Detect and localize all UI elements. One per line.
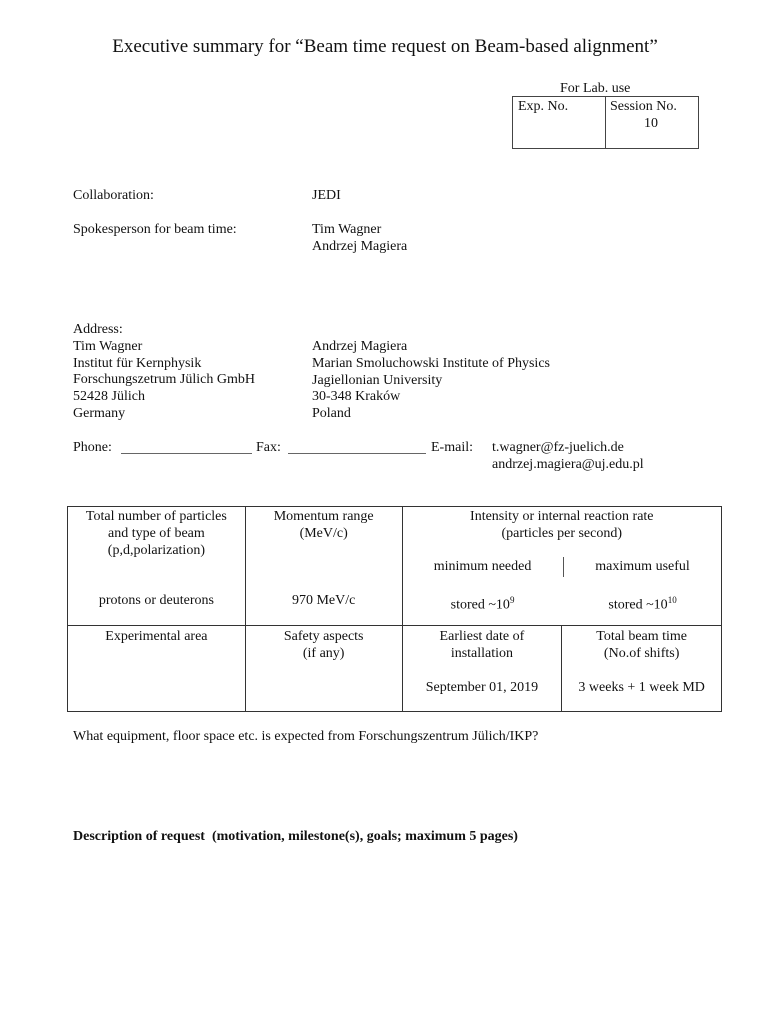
address-line: Tim Wagner <box>73 338 143 354</box>
area-cell <box>68 626 246 712</box>
phone-field[interactable] <box>121 441 252 454</box>
intensity-cell <box>402 507 721 626</box>
momentum-header-line: (MeV/c) <box>299 526 348 541</box>
table-row <box>68 507 722 626</box>
address-line: Poland <box>312 406 351 422</box>
particles-header-line: Total number of particles <box>85 509 227 524</box>
momentum-value: 970 MeV/c <box>291 593 356 608</box>
address-line: 52428 Jülich <box>73 389 145 405</box>
safety-cell <box>245 626 402 712</box>
spokesperson-names <box>312 222 407 256</box>
address-line: Jagiellonian University <box>312 372 443 388</box>
beam-request-table <box>67 506 722 712</box>
address-left <box>73 322 255 423</box>
particles-header-line: (p,d,polarization) <box>107 543 205 558</box>
particles-value: protons or deuterons <box>98 593 214 608</box>
spokesperson-label: Spokesperson for beam time: <box>73 222 237 237</box>
equipment-question: What equipment, floor space etc. is expected from Forschungszentrum Jülich/IKP? <box>73 729 539 744</box>
max-useful-value <box>563 592 723 614</box>
momentum-header-line: Momentum range <box>273 509 374 524</box>
min-needed-value <box>403 592 563 614</box>
document-title: Executive summary for “Beam time request on Beam-based alignment” <box>112 36 658 57</box>
earliest-cell <box>402 626 562 712</box>
address-line: Andrzej Magiera <box>312 339 408 354</box>
address-line: 30-348 Kraków <box>312 389 401 405</box>
address-line: Germany <box>73 405 126 421</box>
intensity-header-line: (particles per second) <box>501 526 623 541</box>
max-useful-base: stored ~10 <box>608 597 668 613</box>
earliest-value: September 01, 2019 <box>425 680 539 695</box>
exp-no-label: Exp. No. <box>518 99 569 114</box>
total-cell <box>562 626 722 712</box>
intensity-header-line: Intensity or internal reaction rate <box>470 509 654 524</box>
address-right <box>312 339 550 423</box>
min-needed-base: stored ~10 <box>450 597 510 613</box>
spokesperson-name: Andrzej Magiera <box>312 238 408 254</box>
fax-field[interactable] <box>288 441 426 454</box>
collaboration-value: JEDI <box>312 188 341 203</box>
lab-use-box <box>512 96 699 149</box>
lab-use-caption: For Lab. use <box>560 81 631 96</box>
area-label: Experimental area <box>105 629 208 644</box>
address-line: Forschungszetrum Jülich GmbH <box>73 372 255 388</box>
total-header-line: Total beam time <box>596 629 688 644</box>
phone-label: Phone: <box>73 440 112 455</box>
earliest-header-line: Earliest date of <box>439 629 525 644</box>
momentum-cell <box>245 507 402 626</box>
email-list <box>492 440 644 474</box>
session-no-value: 10 <box>644 116 658 131</box>
table-row <box>68 626 722 712</box>
particles-header-line: and type of beam <box>107 526 205 541</box>
email-address: t.wagner@fz-juelich.de <box>492 440 624 455</box>
particles-cell <box>68 507 246 626</box>
description-heading: Description of request (motivation, milestone(s), goals; maximum 5 pages) <box>73 829 518 844</box>
spokesperson-name: Tim Wagner <box>312 222 382 237</box>
earliest-header-line: installation <box>450 646 514 661</box>
email-address: andrzej.magiera@uj.edu.pl <box>492 456 644 472</box>
address-label: Address: <box>73 322 123 337</box>
session-no-label: Session No. <box>610 99 677 114</box>
collaboration-label: Collaboration: <box>73 188 154 203</box>
safety-header-line: (if any) <box>302 646 345 661</box>
lab-use-divider <box>605 97 606 148</box>
total-header-line: (No.of shifts) <box>603 646 680 661</box>
max-useful-exponent: 10 <box>667 595 677 605</box>
max-useful-label: maximum useful <box>595 559 690 574</box>
address-line: Marian Smoluchowski Institute of Physics <box>312 355 550 371</box>
total-value: 3 weeks + 1 week MD <box>578 680 705 695</box>
min-needed-label: minimum needed <box>433 559 532 574</box>
address-line: Institut für Kernphysik <box>73 355 202 371</box>
safety-header-line: Safety aspects <box>283 629 364 644</box>
fax-label: Fax: <box>256 440 281 455</box>
email-label: E-mail: <box>431 440 473 455</box>
min-needed-exponent: 9 <box>509 595 515 605</box>
